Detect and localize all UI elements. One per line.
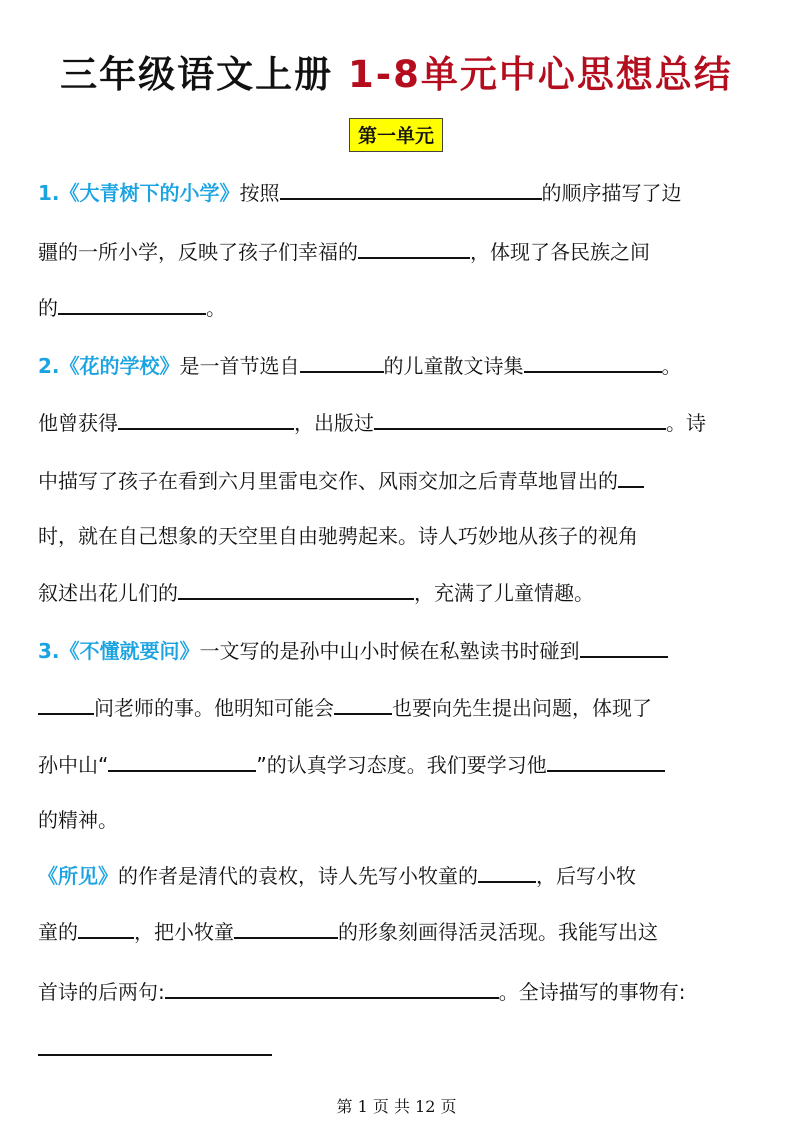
answer-blank[interactable] (78, 917, 134, 939)
text: 是一首节选自 (179, 354, 300, 378)
item4-heading: 《所见》 (38, 864, 118, 888)
text: 的顺序描写了边 (541, 181, 682, 205)
text: 。 (661, 354, 682, 378)
item4-line4 (38, 1034, 272, 1064)
item3-heading: 3.《不懂就要问》 (38, 639, 200, 663)
text: 他曾获得 (38, 411, 118, 435)
answer-blank[interactable] (280, 178, 542, 200)
answer-blank[interactable] (374, 408, 666, 430)
text: 的 (38, 296, 58, 320)
text: 问老师的事。他明知可能会 (94, 696, 334, 720)
text: 。全诗描写的事物有: (498, 980, 686, 1004)
text: 童的 (38, 920, 78, 944)
item3-line2 (38, 693, 652, 723)
item2-line2 (38, 408, 706, 438)
text: 的作者是清代的袁枚，诗人先写小牧童的 (118, 864, 478, 888)
answer-blank[interactable] (234, 917, 338, 939)
text: 。 (206, 296, 226, 320)
item1-line1 (38, 178, 682, 208)
text: 叙述出花儿们的 (38, 581, 178, 605)
answer-blank[interactable] (118, 408, 294, 430)
text: 孙中山“ (38, 753, 109, 777)
item2-heading: 2.《花的学校》 (38, 354, 180, 378)
text: 的精神。 (38, 808, 118, 832)
answer-blank[interactable] (108, 750, 256, 772)
answer-blank[interactable] (178, 578, 414, 600)
item2-line3 (38, 466, 644, 496)
text: 也要向先生提出问题，体现了 (392, 696, 652, 720)
title-main: 三年级语文上册 (60, 53, 349, 96)
title-highlight: 1-8单元中心思想总结 (348, 53, 733, 96)
answer-blank[interactable] (58, 293, 206, 315)
text: ，体现了各民族之间 (470, 240, 650, 264)
item3-line3 (38, 750, 665, 780)
text: ”的认真学习态度。我们要学习他 (256, 753, 547, 777)
item3-line4 (38, 805, 118, 835)
page-footer: 第 1 页 共 12 页 (336, 1097, 457, 1116)
item3-line1 (38, 636, 668, 666)
answer-blank[interactable] (580, 636, 668, 658)
unit-badge: 第一单元 (349, 118, 443, 152)
text: ，出版过 (294, 411, 374, 435)
answer-blank[interactable] (478, 861, 536, 883)
text: 的形象刻画得活灵活现。我能写出这 (338, 920, 658, 944)
answer-blank[interactable] (524, 351, 662, 373)
text: ，后写小牧 (536, 864, 636, 888)
item4-line3 (38, 977, 686, 1007)
item1-line3 (38, 293, 226, 323)
text: 疆的一所小学，反映了孩子们幸福的 (38, 240, 358, 264)
answer-blank[interactable] (358, 237, 470, 259)
answer-blank[interactable] (300, 351, 384, 373)
text: ，把小牧童 (134, 920, 234, 944)
text: 中描写了孩子在看到六月里雷电交作、风雨交加之后青草地冒出的 (38, 469, 618, 493)
item2-line1 (38, 351, 682, 381)
item2-line4 (38, 521, 638, 551)
item1-heading: 1.《大青树下的小学》 (38, 181, 240, 205)
answer-blank[interactable] (334, 693, 392, 715)
answer-blank[interactable] (547, 750, 665, 772)
page-title (0, 44, 793, 98)
text: 首诗的后两句: (38, 980, 165, 1004)
item4-line1 (38, 861, 636, 891)
text: 按照 (239, 181, 280, 205)
item4-line2 (38, 917, 658, 947)
answer-blank[interactable] (165, 977, 499, 999)
text: 一文写的是孙中山小时候在私塾读书时碰到 (199, 639, 580, 663)
text: 。诗 (666, 411, 706, 435)
text: 的儿童散文诗集 (383, 354, 524, 378)
answer-blank[interactable] (618, 466, 644, 488)
item2-line5 (38, 578, 594, 608)
text: 时，就在自己想象的天空里自由驰骋起来。诗人巧妙地从孩子的视角 (38, 524, 638, 548)
answer-blank[interactable] (38, 693, 94, 715)
answer-blank[interactable] (38, 1034, 272, 1056)
text: ，充满了儿童情趣。 (414, 581, 594, 605)
item1-line2 (38, 237, 650, 267)
